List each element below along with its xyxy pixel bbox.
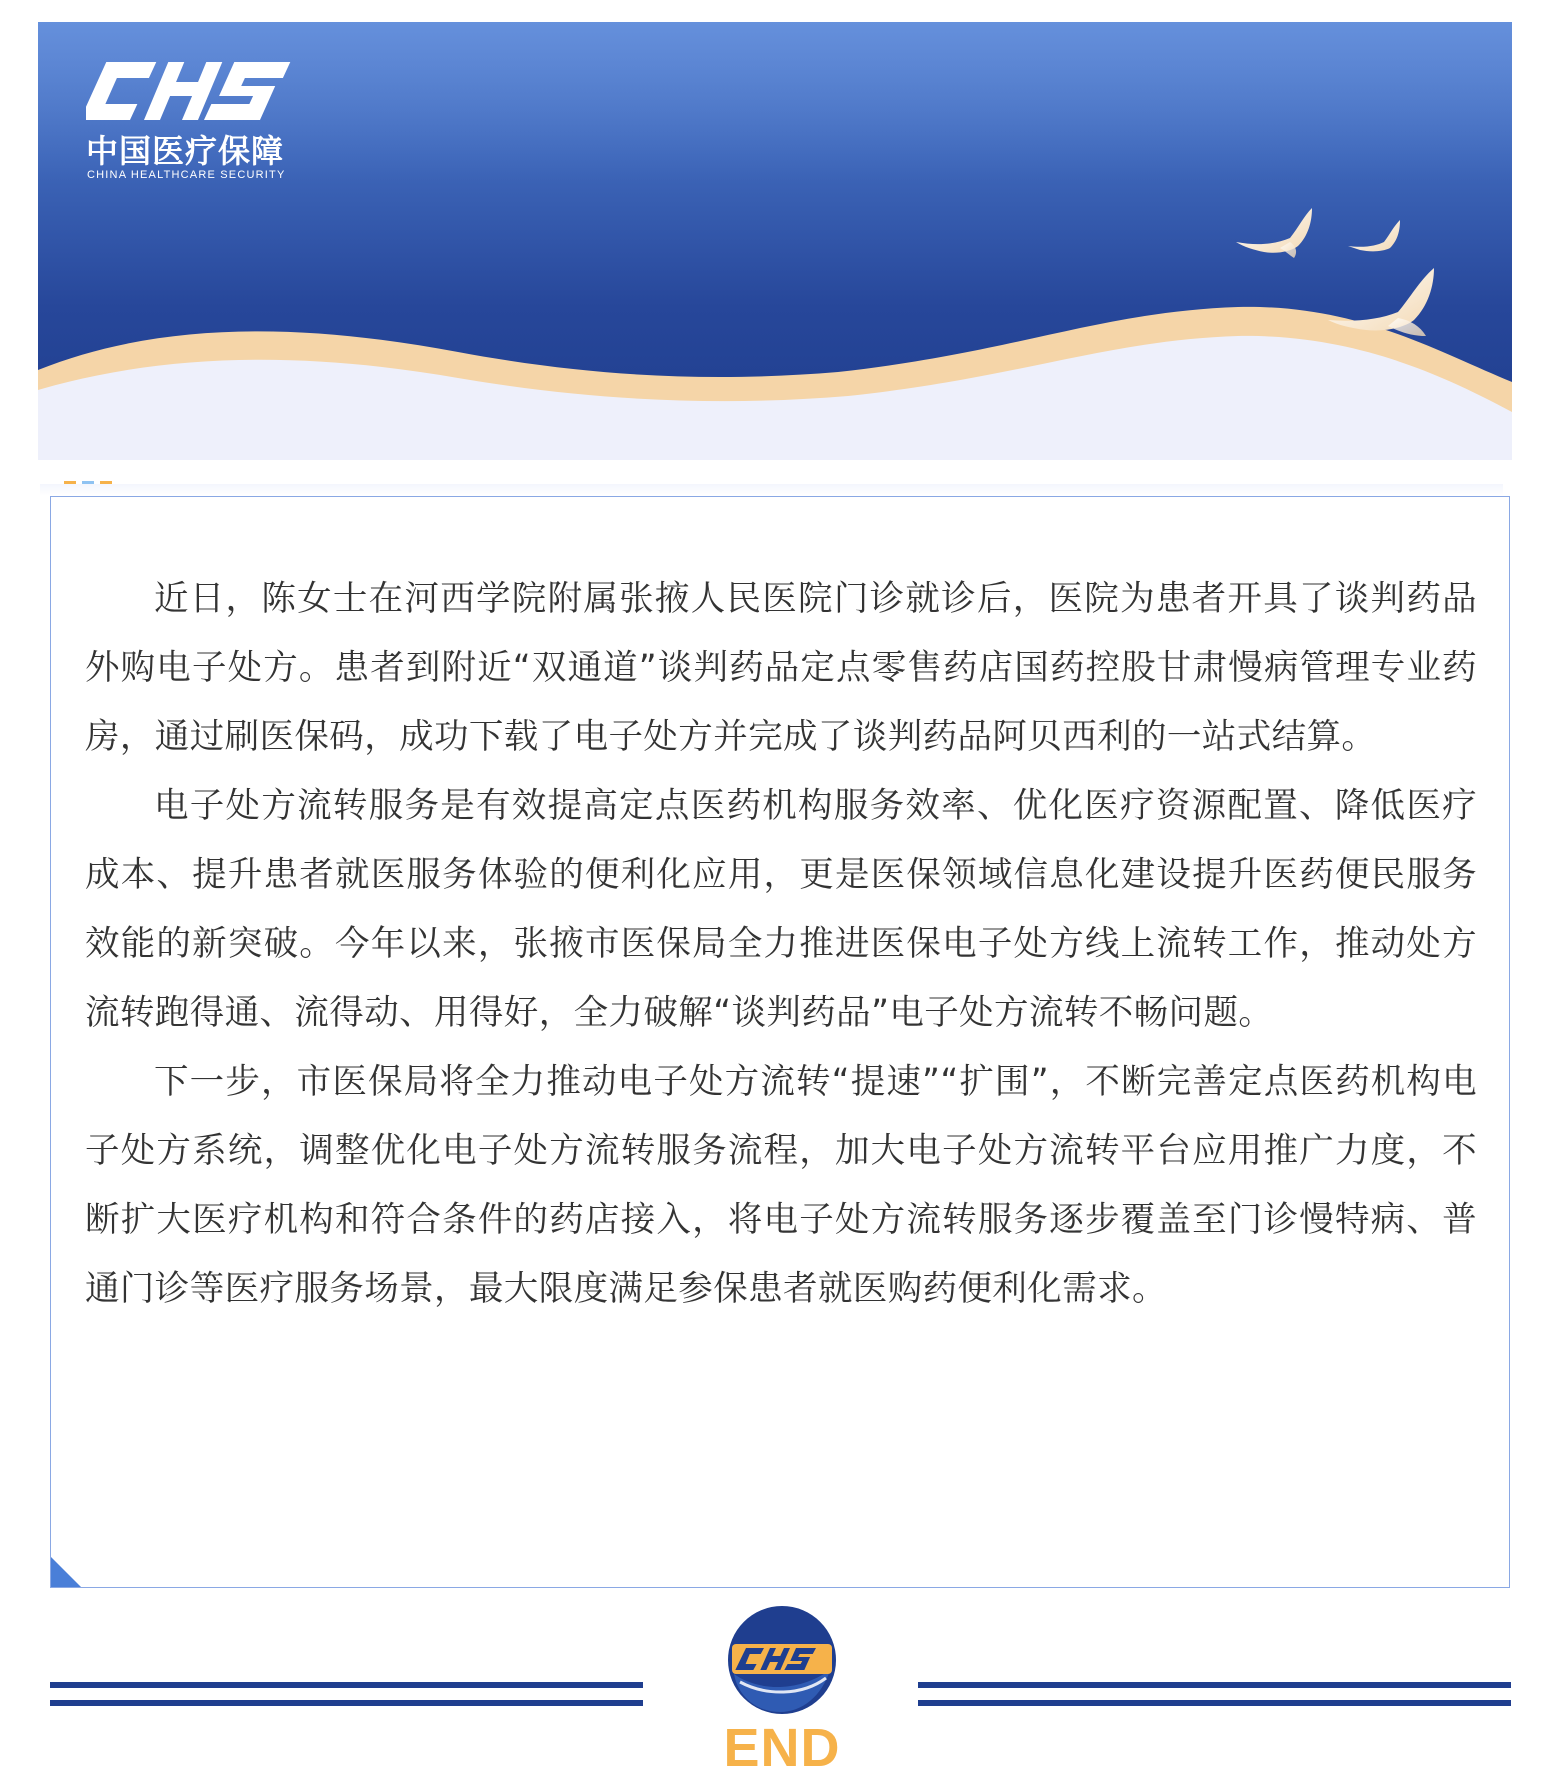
end-label: END bbox=[723, 1718, 841, 1778]
footer-rule-left bbox=[50, 1700, 643, 1706]
corner-triangle-decoration bbox=[51, 1557, 81, 1587]
article-paragraph: 近日，陈女士在河西学院附属张掖人民医院门诊就诊后，医院为患者开具了谈判药品外购电子处方。患者到附近“双通道”谈判药品定点零售药店国药控股甘肃慢病管理专业药房，通过刷医保码，成功下载了电子处方并完成了谈判药品阿贝西利的一站式结算。 bbox=[85, 579, 1477, 757]
article-paragraph: 下一步，市医保局将全力推动电子处方流转“提速”“扩围”，不断完善定点医药机构电子处方系统，调整优化电子处方流转服务流程，加大电子处方流转平台应用推广力度，不断扩大医疗机构和符合条件的药店接入，将电子处方流转服务逐步覆盖至门诊慢特病、普通门诊等医疗服务场景，最大限度满足参保患者就医购药便利化需求。 bbox=[85, 1062, 1477, 1309]
article-box bbox=[50, 496, 1510, 1588]
article-paragraph: 电子处方流转服务是有效提高定点医药机构服务效率、优化医疗资源配置、降低医疗成本、提升患者就医服务体验的便利化应用，更是医保领域信息化建设提升医药便民服务效能的新突破。今年以来，张掖市医保局全力推进医保电子处方线上流转工作，推动处方流转跑得通、流得动、用得好，全力破解“谈判药品”电子处方流转不畅问题。 bbox=[85, 786, 1477, 1033]
article-body bbox=[85, 565, 1477, 1324]
flying-birds-icon bbox=[1228, 202, 1488, 352]
footer-rule-left bbox=[50, 1682, 643, 1688]
chs-logo-icon bbox=[86, 54, 306, 126]
footer-rule-right bbox=[918, 1682, 1511, 1688]
dash-gold bbox=[64, 481, 76, 484]
chs-globe-logo-icon bbox=[726, 1604, 838, 1716]
footer-rule-right bbox=[918, 1700, 1511, 1706]
dash-gold bbox=[100, 481, 112, 484]
logo-chinese-name: 中国医疗保障 bbox=[86, 132, 285, 170]
dash-blue bbox=[82, 481, 94, 484]
logo-english-name: CHINA HEALTHCARE SECURITY bbox=[87, 169, 286, 181]
header-banner bbox=[38, 22, 1512, 460]
content-top-strip bbox=[40, 484, 1503, 496]
